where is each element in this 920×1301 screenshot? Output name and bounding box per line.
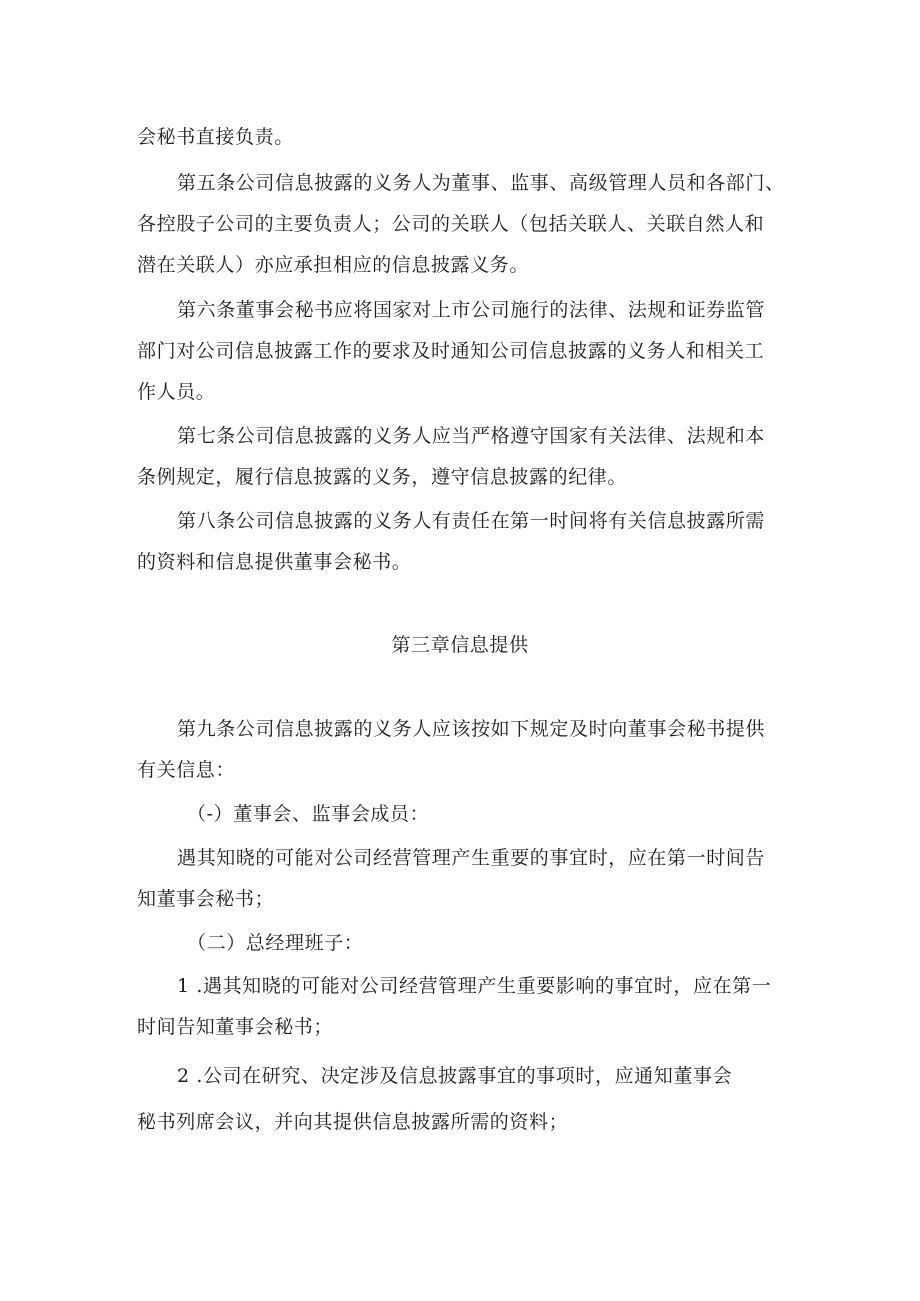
text-line: 各控股子公司的主要负责人；公司的关联人（包括关联人、关联自然人和 (137, 213, 765, 235)
text-line: 秘书列席会议，并向其提供信息披露所需的资料； (137, 1111, 569, 1133)
text-line: 部门对公司信息披露工作的要求及时通知公司信息披露的义务人和相关工 (137, 340, 765, 362)
text-line: 的资料和信息提供董事会秘书。 (137, 551, 412, 573)
article-5-line: 第五条公司信息披露的义务人为董事、监事、高级管理人员和各部门、 (177, 172, 785, 194)
text-line: 作人员。 (137, 381, 216, 403)
text-line: 遇其知晓的可能对公司经营管理产生重要的事宜时，应在第一时间告 (177, 847, 766, 869)
chapter-heading: 第三章信息提供 (391, 634, 529, 656)
article-7-line: 第七条公司信息披露的义务人应当严格遵守国家有关法律、法规和本 (177, 425, 766, 447)
text-line: 潜在关联人）亦应承担相应的信息披露义务。 (137, 254, 530, 276)
text-line: 时间告知董事会秘书； (137, 1016, 334, 1038)
text-line: 有关信息： (137, 759, 236, 781)
text-line: 会秘书直接负责。 (137, 126, 294, 148)
list-item-2: 2 .公司在研究、决定涉及信息披露事宜的事项时，应通知董事会 (177, 1065, 733, 1087)
text-line: 条例规定，履行信息披露的义务，遵守信息披露的纪律。 (137, 466, 628, 488)
article-6-line: 第六条董事会秘书应将国家对上市公司施行的法律、法规和证券监管 (177, 299, 766, 321)
article-9-line: 第九条公司信息披露的义务人应该按如下规定及时向董事会秘书提供 (177, 718, 766, 740)
list-item-1: 1 .遇其知晓的可能对公司经营管理产生重要影响的事宜时，应在第一 (177, 975, 772, 997)
sub-heading-2: （二）总经理班子： (187, 932, 364, 954)
article-8-line: 第八条公司信息披露的义务人有责任在第一时间将有关信息披露所需 (177, 510, 766, 532)
sub-heading-1: （-）董事会、监事会成员： (187, 803, 430, 825)
text-line: 知董事会秘书； (137, 888, 275, 910)
